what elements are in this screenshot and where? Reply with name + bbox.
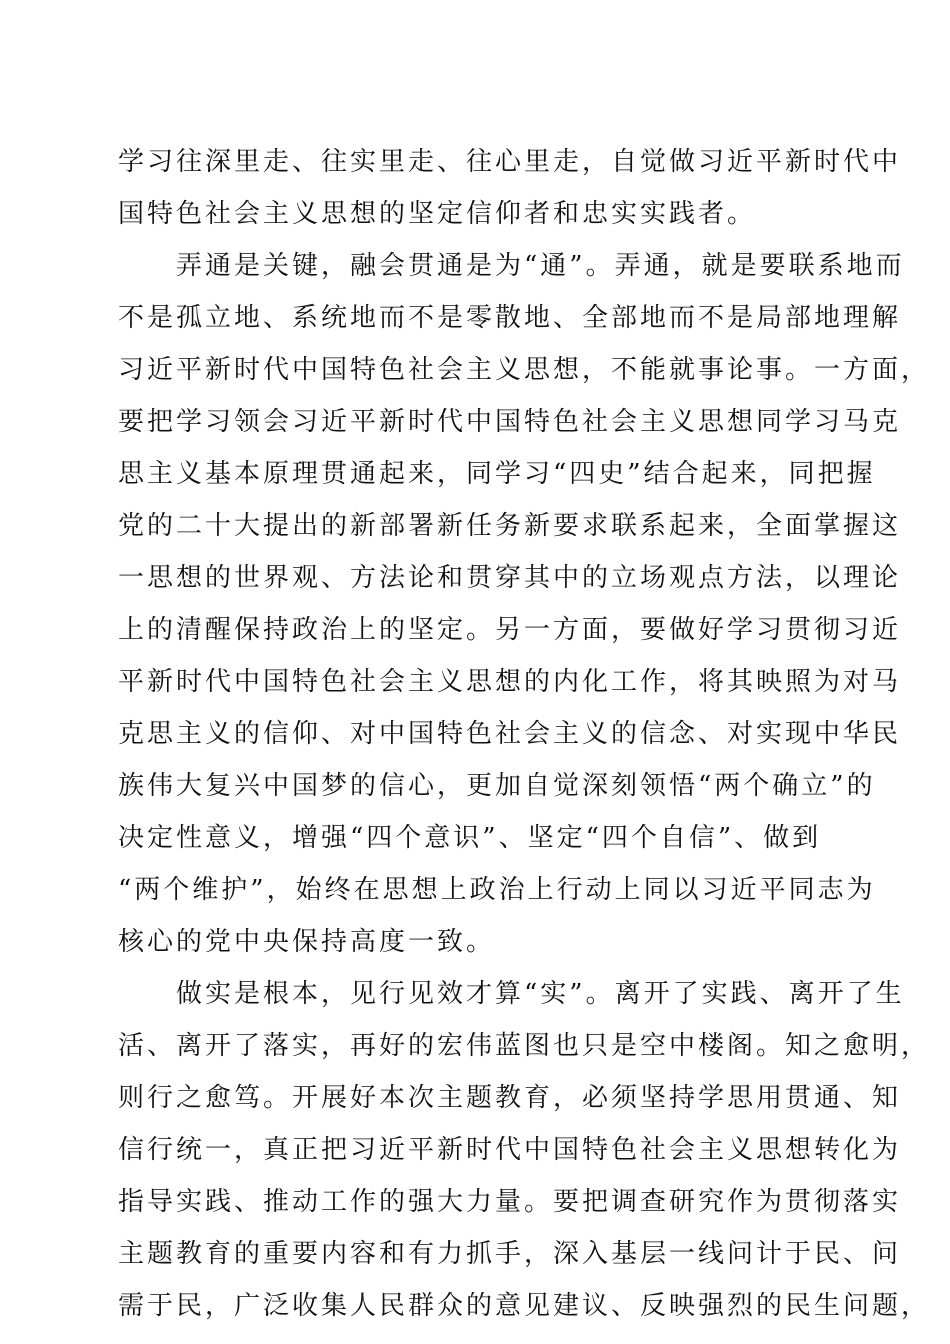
text-line: 核心的党中央保持高度一致。 — [118, 927, 496, 957]
text-line: 主题教育的重要内容和有力抓手，深入基层一线问计于民、问 — [118, 1239, 902, 1269]
text-line: 学习往深里走、往实里走、往心里走，自觉做习近平新时代中 — [118, 147, 902, 177]
text-line: 思主义基本原理贯通起来，同学习“四史”结合起来，同把握 — [118, 459, 876, 489]
text-line: 活、离开了落实，再好的宏伟蓝图也只是空中楼阁。知之愈明， — [118, 1031, 931, 1061]
text-line: 指导实践、推动工作的强大力量。要把调查研究作为贯彻落实 — [118, 1187, 902, 1217]
text-line: 国特色社会主义思想的坚定信仰者和忠实实践者。 — [118, 199, 757, 229]
text-line: 决定性意义，增强“四个意识”、坚定“四个自信”、做到 — [118, 823, 822, 853]
text-line: 克思主义的信仰、对中国特色社会主义的信念、对实现中华民 — [118, 719, 902, 749]
text-line: 一思想的世界观、方法论和贯穿其中的立场观点方法，以理论 — [118, 563, 902, 593]
text-line: 习近平新时代中国特色社会主义思想，不能就事论事。一方面， — [118, 355, 931, 385]
text-line: 做实是根本，见行见效才算“实”。离开了实践、离开了生 — [118, 979, 905, 1009]
text-line: 要把学习领会习近平新时代中国特色社会主义思想同学习马克 — [118, 407, 902, 437]
text-line: 信行统一，真正把习近平新时代中国特色社会主义思想转化为 — [118, 1135, 902, 1165]
text-line: 需于民，广泛收集人民群众的意见建议、反映强烈的民生问题， — [118, 1291, 931, 1321]
text-line: 平新时代中国特色社会主义思想的内化工作，将其映照为对马 — [118, 667, 902, 697]
text-line: 族伟大复兴中国梦的信心，更加自觉深刻领悟“两个确立”的 — [118, 771, 876, 801]
text-line: 不是孤立地、系统地而不是零散地、全部地而不是局部地理解 — [118, 303, 902, 333]
text-line: 弄通是关键，融会贯通是为“通”。弄通，就是要联系地而 — [118, 251, 905, 281]
text-line: 党的二十大提出的新部署新任务新要求联系起来，全面掌握这 — [118, 511, 902, 541]
body-text — [118, 136, 931, 1332]
text-line: 上的清醒保持政治上的坚定。另一方面，要做好学习贯彻习近 — [118, 615, 902, 645]
text-line: “两个维护”，始终在思想上政治上行动上同以习近平同志为 — [118, 875, 876, 905]
text-line: 则行之愈笃。开展好本次主题教育，必须坚持学思用贯通、知 — [118, 1083, 902, 1113]
